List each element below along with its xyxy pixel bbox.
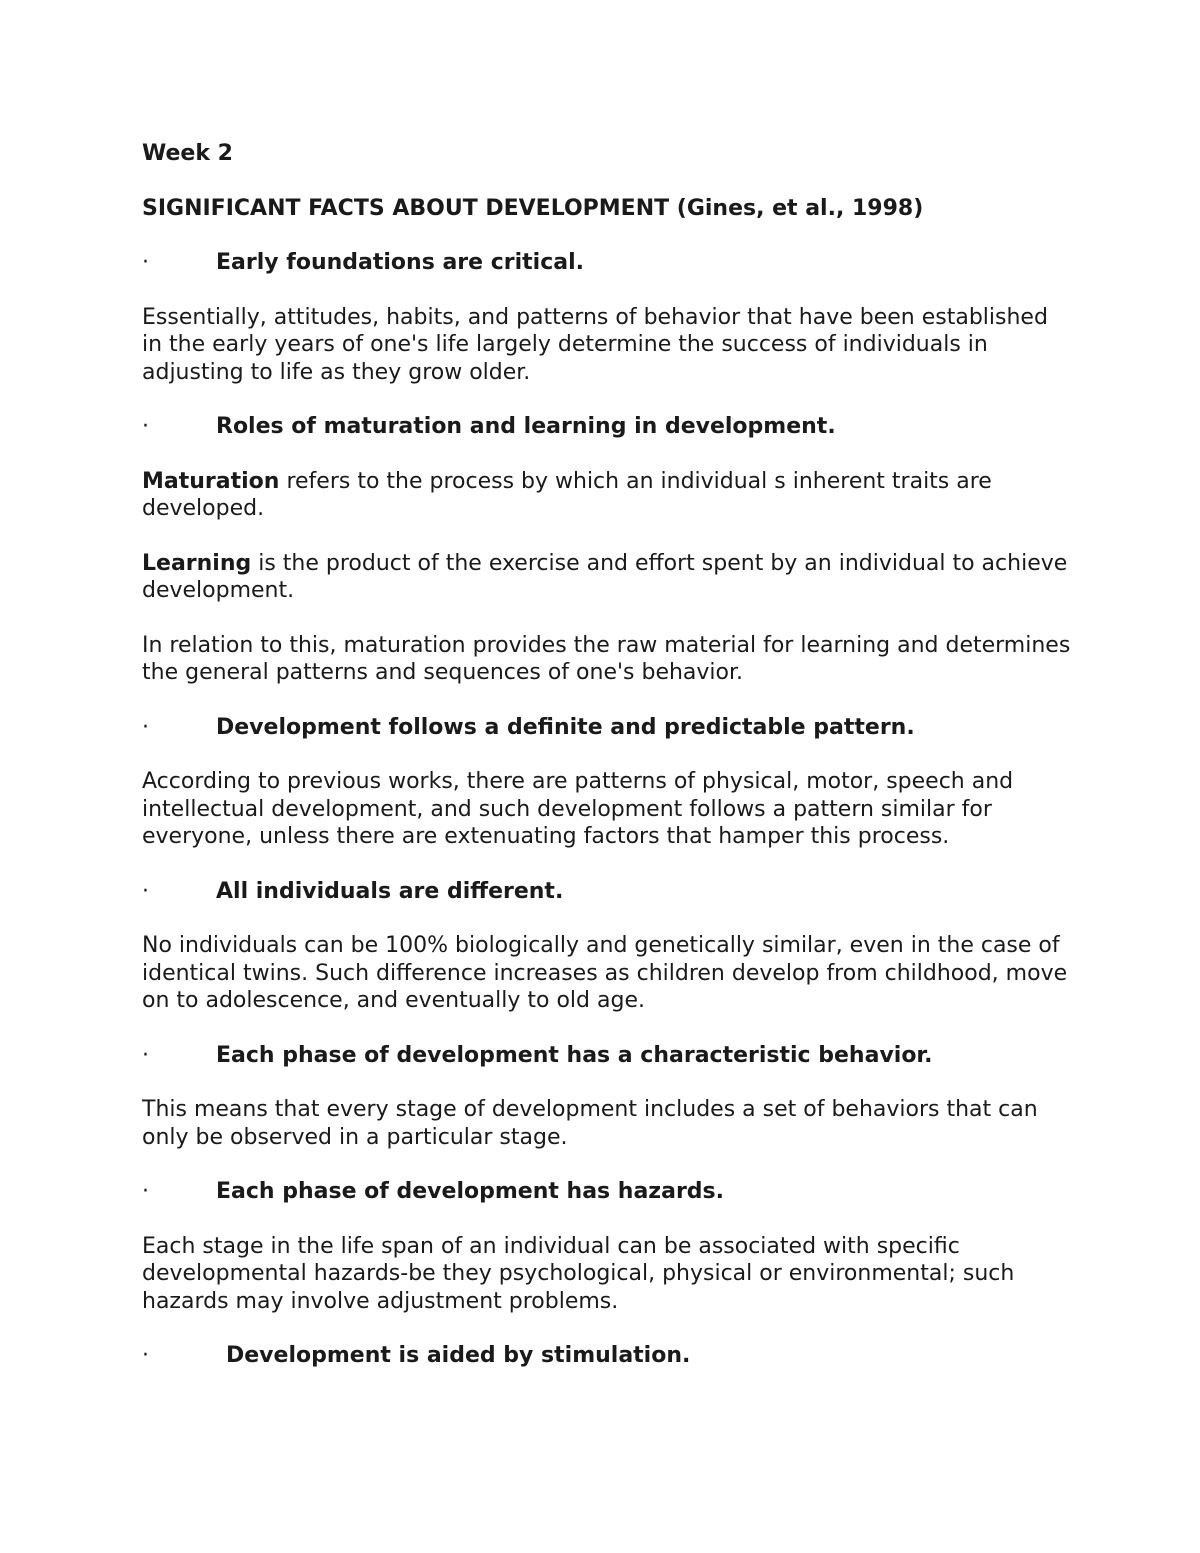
section-paragraph: Essentially, attitudes, habits, and patterns of behavior that have been established in the early years of one's life largely determine the success of individuals in adjusting to life as they grow older. [142,304,1048,385]
learning-term: Learning [142,550,252,576]
section-heading-stimulation [142,1342,1072,1370]
bullet-dot-icon: · [142,414,149,439]
section-heading-hazards [142,1178,1072,1206]
section-title: Early foundations are critical. [216,250,585,275]
relation-paragraph: In relation to this, maturation provides the raw material for learning and determines the general patterns and sequences of one's behavior. [142,632,1071,685]
bullet-dot-icon: · [142,714,149,740]
section-heading-characteristic-behavior [142,1042,1072,1070]
bullet-dot-icon: · [142,250,149,275]
bullet-dot-icon: · [142,1343,149,1368]
section-title: Development follows a definite and predictable pattern. [216,714,915,740]
section-paragraph: Each stage in the life span of an individual can be associated with specific developmental hazards-be they psychological, physical or environmental; such hazards may involve adjustment problems. [142,1233,1015,1314]
document-heading: SIGNIFICANT FACTS ABOUT DEVELOPMENT (Gines, et al., 1998) [142,195,924,221]
week-label: Week 2 [142,141,233,166]
section-heading-maturation-learning [142,413,1072,441]
section-title: Development is aided by stimulation. [226,1343,691,1368]
document-page [142,140,1072,1397]
section-heading-early-foundations [142,249,1072,277]
section-paragraph: According to previous works, there are patterns of physical, motor, speech and intellectual development, and such development follows a pattern similar for everyone, unless there are extenuating factors that hamper this process. [142,769,1014,849]
bullet-dot-icon: · [142,1042,149,1068]
section-title: Roles of maturation and learning in development. [216,414,836,439]
learning-paragraph [142,550,1072,605]
bullet-dot-icon: · [142,878,149,904]
maturation-paragraph [142,468,1072,523]
maturation-term: Maturation [142,468,280,494]
bullet-dot-icon: · [142,1179,149,1204]
section-heading-individuals-different [142,878,1072,906]
section-paragraph: This means that every stage of development includes a set of behaviors that can only be observed in a particular stage. [142,1097,1038,1150]
learning-definition: is the product of the exercise and effort spent by an individual to achieve development. [142,550,1068,603]
maturation-definition: refers to the process by which an individual s inherent traits are developed. [142,468,992,521]
section-title: All individuals are different. [216,878,564,904]
section-heading-predictable-pattern [142,714,1072,742]
section-title: Each phase of development has a characteristic behavior. [216,1042,933,1068]
section-title: Each phase of development has hazards. [216,1179,724,1204]
section-paragraph: No individuals can be 100% biologically and genetically similar, even in the case of identical twins. Such difference increases as children develop from childhood, move on to adolescence, and eventually to old age. [142,933,1068,1013]
